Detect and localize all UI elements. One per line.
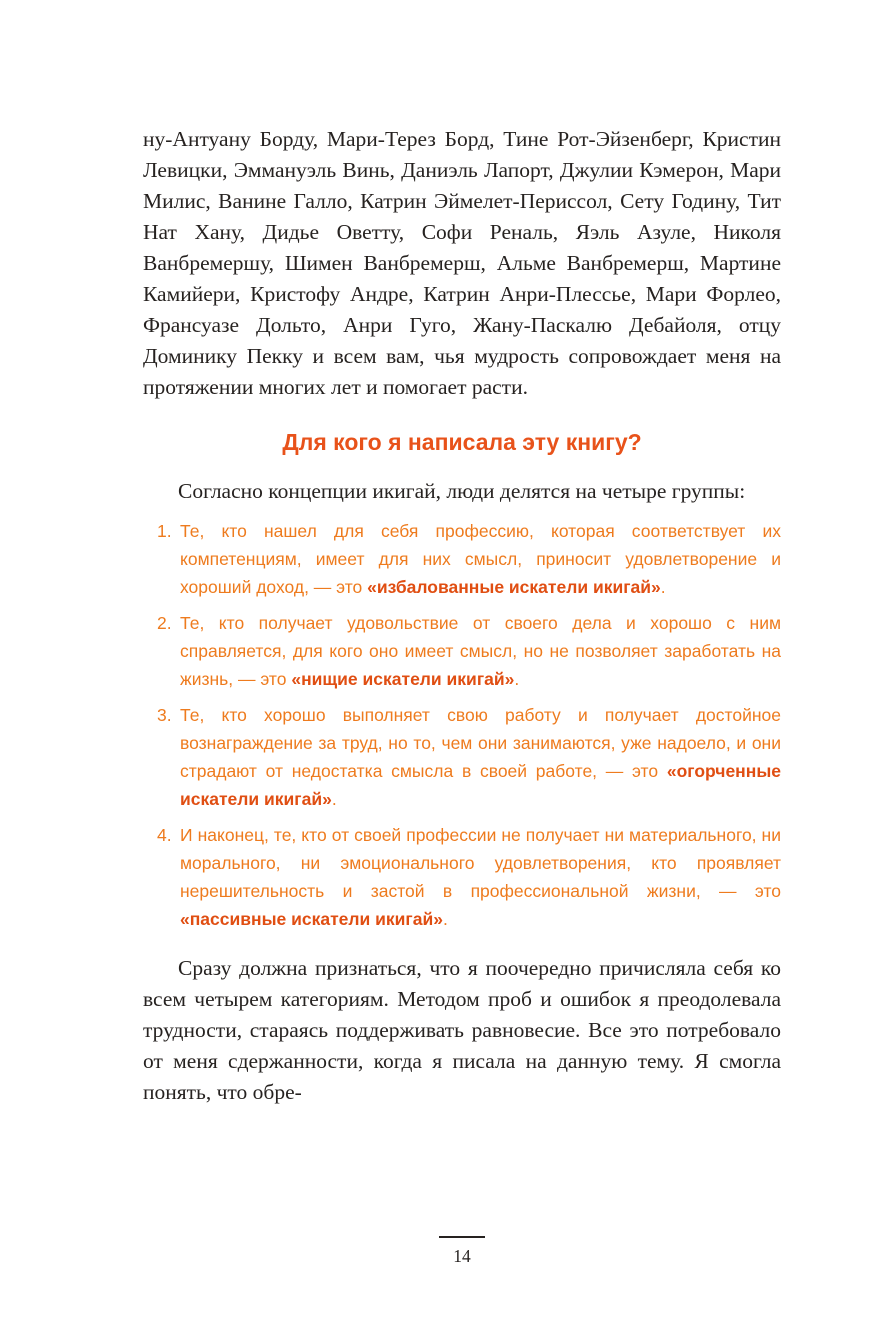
footer-divider (439, 1236, 485, 1238)
list-item-number: 3. (157, 705, 172, 725)
list-item-text: Те, кто получает удовольствие от своего дела и хорошо с ним справляется, для кого оно имеет смысл, но не позволяет заработать на жизнь, — это (180, 613, 781, 689)
list-item-text-end: . (514, 669, 520, 689)
list-item-text: Те, кто нашел для себя профессию, которая соответствует их компетенциям, имеет для них смысл, приносит удовлетворение и хороший доход, — это (180, 521, 781, 597)
list-item-text-end: . (331, 789, 337, 809)
ikigai-types-list (143, 517, 781, 933)
section-heading: Для кого я написала эту книгу? (282, 429, 642, 455)
list-item-term: «пассивные искатели икигай» (180, 909, 443, 929)
list-item-term: «нищие искатели икигай» (291, 669, 515, 689)
list-item-term: «избалованные искатели икигай» (367, 577, 661, 597)
list-item (143, 517, 781, 601)
list-item-text: Те, кто хорошо выполняет свою работу и получает достойное вознаграждение за труд, но то, чем они занимаются, уже надоело, и они страдают от недостатка смысла в своей работе, — это (180, 705, 781, 781)
list-item (143, 609, 781, 693)
list-item-number: 1. (157, 521, 172, 541)
list-item-text-end: . (442, 909, 448, 929)
list-item-text: И наконец, те, кто от своей профессии не получает ни материального, ни морального, ни эмоционального удовлетворения, кто проявляет нерешительность и застой в профессиональной жизни, — это (180, 825, 781, 901)
list-item-number: 4. (157, 825, 172, 845)
list-item-number: 2. (157, 613, 172, 633)
page-footer (143, 1236, 781, 1267)
list-item-term: «огорченные искатели икигай» (180, 761, 781, 809)
page-content (143, 0, 781, 1108)
dedication-paragraph: ну-Антуану Борду, Мари-Терез Борд, Тине Рот-Эйзенберг, Кристин Левицки, Эммануэль Винь, Даниэль Лапорт, Джулии Кэмерон, Мари Милис, Ванине Галло, Катрин Эймелет-Периссол, Сету Годину, Тит Нат Хану, Дидье Оветту, Софи Реналь, Яэль Азуле, Николя Ванбремершу, Шимен Ванбремерш, Альме Ванбремерш, Мартине Камийери, Кристофу Андре, Катрин Анри-Плессье, Мари Форлео, Франсуазе Дольто, Анри Гуго, Жану-Паскалю Дебайоля, отцу Доминику Пекку и всем вам, чья мудрость сопровождает меня на протяжении многих лет и помогает расти. (143, 127, 781, 399)
list-item-text-end: . (660, 577, 666, 597)
page-number: 14 (453, 1246, 471, 1266)
list-item (143, 821, 781, 933)
closing-paragraph: Сразу должна признаться, что я поочередно причисляла себя ко всем четырем категориям. Методом проб и ошибок я преодолевала трудности, стараясь поддерживать равновесие. Все это потребовало от меня сдержанности, когда я писала на данную тему. Я смогла понять, что обре- (143, 956, 781, 1104)
list-item (143, 701, 781, 813)
intro-paragraph: Согласно концепции икигай, люди делятся на четыре группы: (178, 479, 746, 503)
